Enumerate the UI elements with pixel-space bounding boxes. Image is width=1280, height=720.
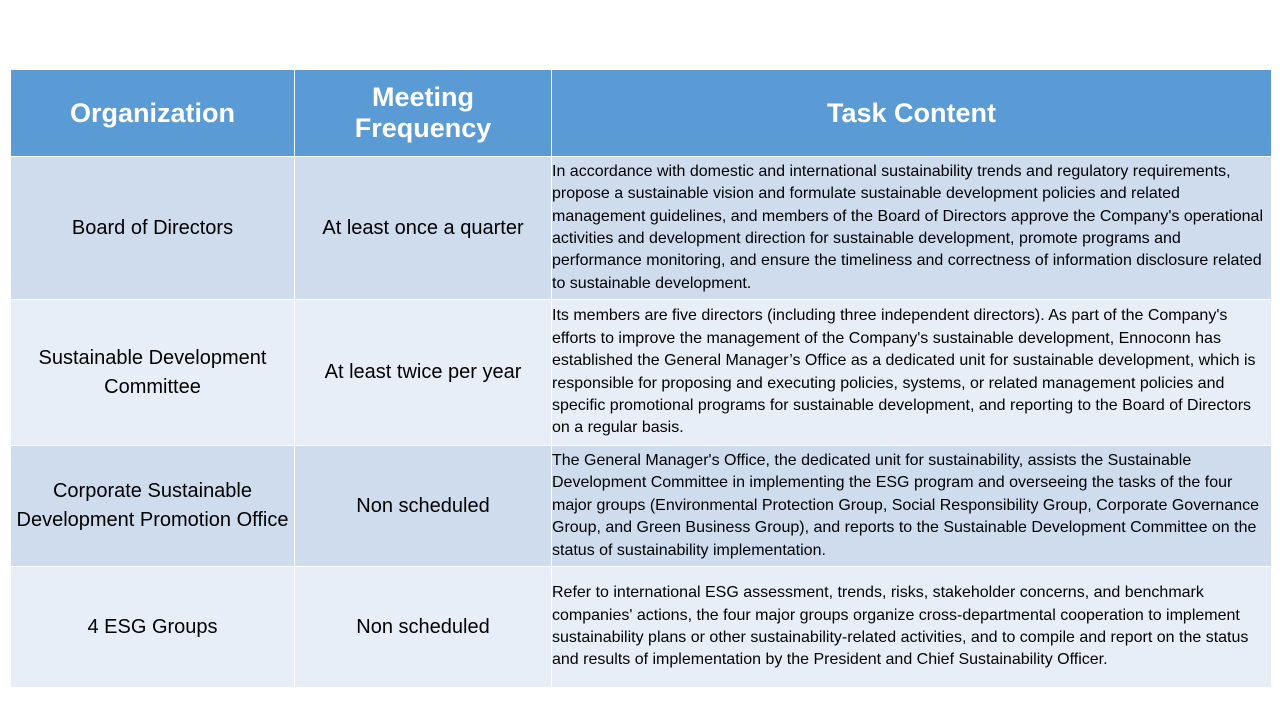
frequency-cell: Non scheduled [295,446,552,567]
table-header-row [11,70,1272,157]
task-cell: In accordance with domestic and international sustainability trends and regulatory requirements, propose a sustainable vision and formulate sustainable development policies and related management guidelines, and members of the Board of Directors approve the Company's operational activities and development direction for sustainable development, promote programs and performance monitoring, and ensure the timeliness and correctness of information disclosure related to sustainable development. [552,157,1272,300]
table-row [11,157,1272,300]
table-row [11,567,1272,688]
header-meeting-frequency [295,70,552,157]
organization-cell: 4 ESG Groups [11,567,295,688]
header-task-content: Task Content [552,70,1272,157]
organization-cell: Board of Directors [11,157,295,300]
task-cell: The General Manager's Office, the dedicated unit for sustainability, assists the Sustainable Development Committee in implementing the ESG program and overseeing the tasks of the four major groups (Environmental Protection Group, Social Responsibility Group, Corporate Governance Group, and Green Business Group), and reports to the Sustainable Development Committee on the status of sustainability implementation. [552,446,1272,567]
table-row [11,446,1272,567]
task-cell: Refer to international ESG assessment, trends, risks, stakeholder concerns, and benchmark companies' actions, the four major groups organize cross-departmental cooperation to implement sustainability plans or other sustainability-related activities, and to compile and report on the status and results of implementation by the President and Chief Sustainability Officer. [552,567,1272,688]
table-row [11,300,1272,446]
governance-table [10,69,1272,688]
organization-cell: Sustainable Development Committee [11,300,295,446]
header-organization: Organization [11,70,295,157]
organization-cell: Corporate Sustainable Development Promotion Office [11,446,295,567]
task-cell: Its members are five directors (including three independent directors). As part of the Company's efforts to improve the management of the Company's sustainable development, Ennoconn has established the General Manager’s Office as a dedicated unit for sustainable development, which is responsible for proposing and executing policies, systems, or related management policies and specific promotional programs for sustainable development, and reporting to the Board of Directors on a regular basis. [552,300,1272,446]
header-meeting-frequency-label: Meeting Frequency [354,82,492,143]
frequency-cell: At least once a quarter [295,157,552,300]
frequency-cell: Non scheduled [295,567,552,688]
frequency-cell: At least twice per year [295,300,552,446]
